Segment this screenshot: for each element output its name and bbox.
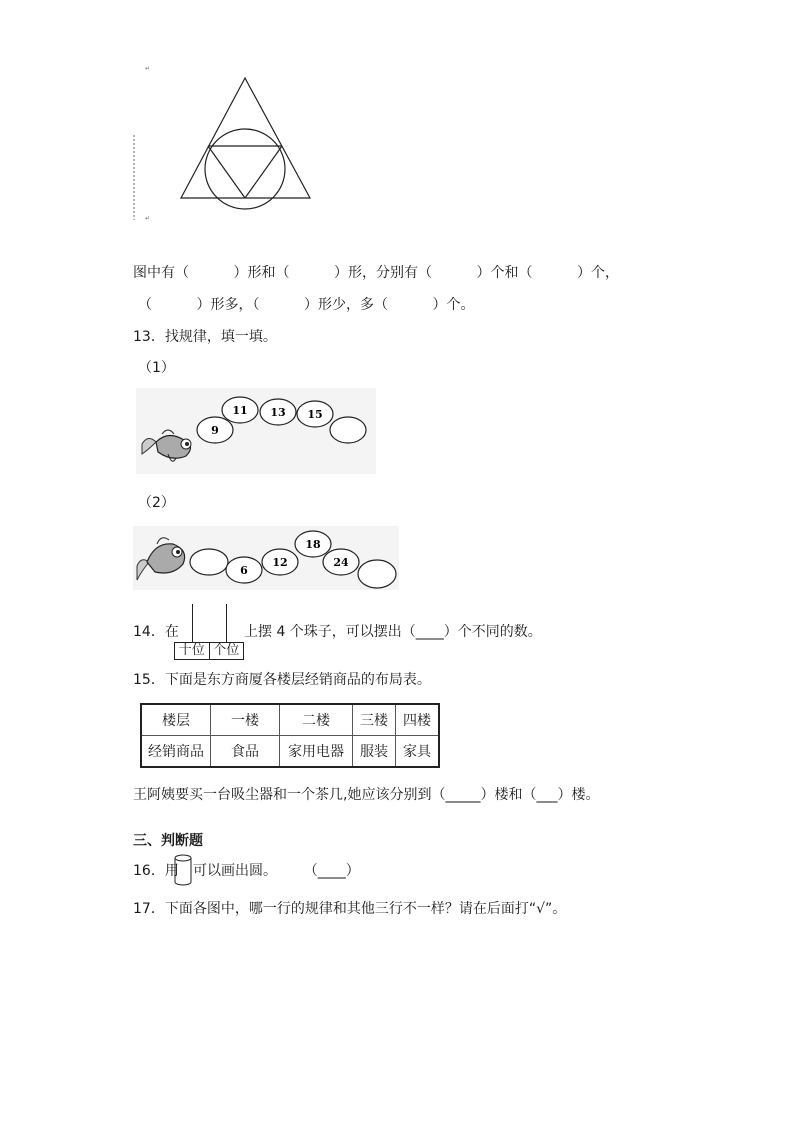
pattern1-number-2: 11 [232, 404, 248, 417]
pattern2-bubble-5 [323, 549, 359, 575]
pattern1-bubble-4 [297, 401, 333, 427]
table-header-cell: 四楼 [396, 704, 440, 736]
q13-part1-label: （1） [138, 360, 175, 376]
cylinder-icon [173, 853, 193, 887]
pattern2-bubble-2 [226, 557, 262, 583]
pattern1-number-3: 13 [270, 406, 286, 419]
q13-part2-label: （2） [138, 495, 175, 511]
q16-suffix: 可以画出圆。 （____） [193, 863, 360, 879]
pattern2-bubble-3 [262, 549, 298, 575]
triangle-circle-figure [128, 60, 328, 225]
abacus-figure [174, 604, 244, 660]
abacus-rod-tens [192, 604, 193, 642]
pattern1-figure [136, 388, 376, 474]
svg-text:↵: ↵ [145, 65, 151, 72]
q12-line2: （ ）形多，（ ）形少，多（ ）个。 [138, 297, 475, 313]
abacus-tens-label: 十位 [175, 643, 210, 659]
svg-text:↵: ↵ [145, 215, 151, 222]
q15-title: 15．下面是东方商厦各楼层经销商品的布局表。 [133, 672, 431, 688]
pattern1-bubble-1 [197, 417, 233, 443]
table-header-cell: 三楼 [353, 704, 396, 736]
table-header-cell: 楼层 [141, 704, 211, 736]
pattern2-figure [133, 526, 399, 590]
table-header-cell: 二楼 [280, 704, 353, 736]
pattern1-bubble-5[interactable] [330, 417, 366, 443]
pattern2-number-3: 12 [272, 556, 288, 569]
q12-line1: 图中有（ ）形和（ ）形，分别有（ ）个和（ ）个， [133, 265, 620, 281]
pattern2-number-5: 24 [333, 556, 349, 569]
q16-prefix: 16．用 [133, 863, 179, 879]
q14-suffix: 上摆 4 个珠子，可以摆出（____）个不同的数。 [244, 624, 542, 640]
q15-question: 王阿姨要买一台吸尘器和一个茶几,她应该分别到（_____）楼和（___）楼。 [133, 787, 600, 803]
pattern1-bubble-2 [222, 397, 258, 423]
abacus-ones-label: 个位 [213, 643, 240, 658]
pattern2-bubble-4 [295, 531, 331, 557]
table-cell: 家用电器 [280, 736, 353, 768]
pattern1-number-1: 9 [211, 424, 219, 437]
table-cell: 经销商品 [141, 736, 211, 768]
pattern2-bubble-1[interactable] [190, 549, 228, 575]
pattern1-bubble-3 [260, 399, 296, 425]
q14-prefix: 14．在 [133, 624, 179, 640]
abacus-base [174, 642, 244, 660]
pattern2-number-2: 6 [240, 564, 248, 577]
pattern1-number-4: 15 [307, 408, 323, 421]
table-cell: 食品 [211, 736, 280, 768]
table-row [141, 704, 439, 736]
fish-icon [133, 532, 193, 586]
table-cell: 家具 [396, 736, 440, 768]
table-header-cell: 一楼 [211, 704, 280, 736]
pattern2-bubble-6[interactable] [358, 560, 396, 588]
pattern2-number-4: 18 [305, 538, 321, 551]
store-layout-table [140, 703, 440, 768]
table-row [141, 736, 439, 768]
q17-text: 17．下面各图中，哪一行的规律和其他三行不一样？请在后面打“√”。 [133, 901, 567, 917]
section-title: 三、判断题 [133, 833, 203, 849]
q13-title: 13．找规律，填一填。 [133, 329, 277, 345]
table-cell: 服装 [353, 736, 396, 768]
abacus-rod-ones [226, 604, 227, 642]
